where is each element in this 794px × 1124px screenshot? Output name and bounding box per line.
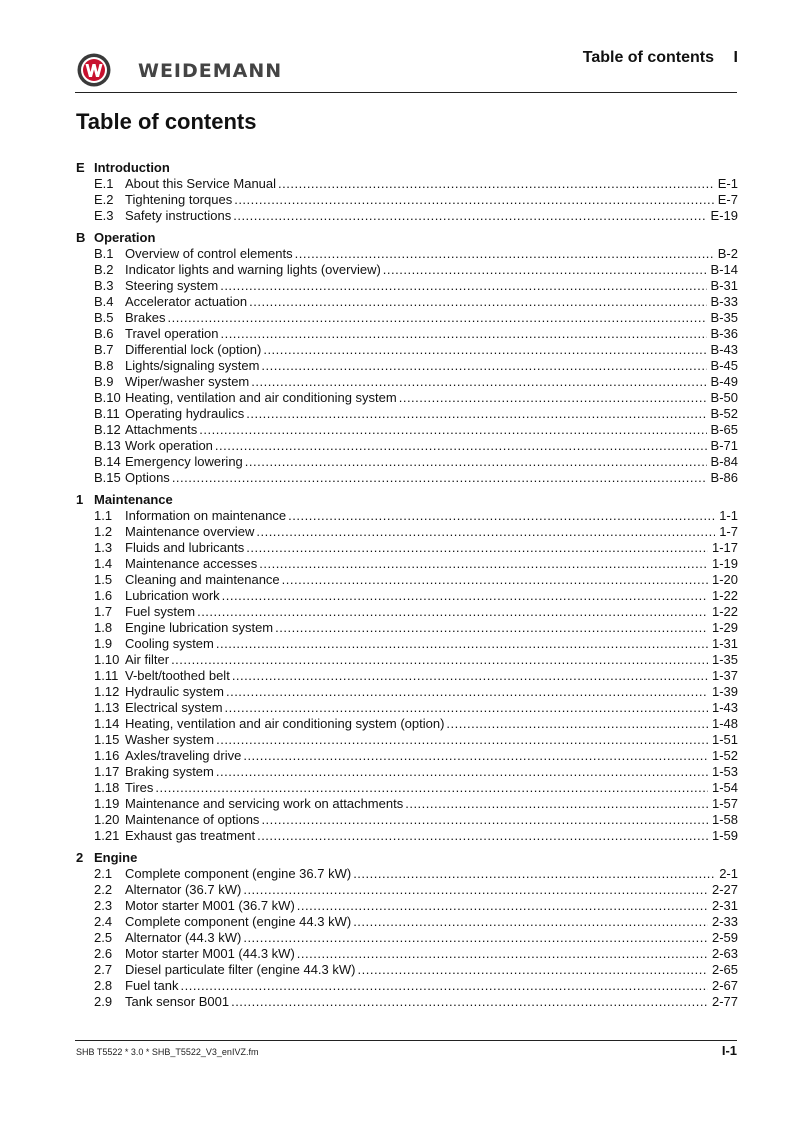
entry-title: Braking system	[125, 764, 214, 779]
entry-number: B.11	[94, 406, 120, 421]
dot-leader	[261, 358, 706, 374]
entry-title: V-belt/toothed belt	[125, 668, 230, 683]
entry-page-number: 1-22	[711, 604, 738, 619]
toc-entry[interactable]	[76, 962, 738, 978]
entry-title: Axles/traveling drive	[125, 748, 242, 763]
dot-leader	[172, 470, 707, 486]
toc-entry[interactable]	[76, 588, 738, 604]
entry-number: 1.7	[94, 604, 113, 619]
dot-leader	[261, 812, 708, 828]
entry-page-number: 2-77	[711, 994, 738, 1009]
dot-leader	[222, 588, 708, 604]
toc-entry[interactable]	[76, 438, 738, 454]
toc-entry[interactable]	[76, 556, 738, 572]
dot-leader	[399, 390, 707, 406]
toc-chapter-heading[interactable]	[76, 492, 738, 508]
entry-title: Fluids and lubricants	[125, 540, 245, 555]
dot-leader	[232, 668, 708, 684]
entry-number: 1.15	[94, 732, 120, 747]
toc-entry[interactable]	[76, 700, 738, 716]
entry-title: Tires	[125, 780, 154, 795]
toc-entry[interactable]	[76, 748, 738, 764]
toc-entry[interactable]	[76, 684, 738, 700]
dot-leader	[171, 652, 708, 668]
weidemann-logo	[76, 52, 283, 88]
toc-entry[interactable]	[76, 828, 738, 844]
toc-entry[interactable]	[76, 294, 738, 310]
entry-title: Maintenance accesses	[125, 556, 258, 571]
dot-leader	[233, 208, 706, 224]
toc-entry[interactable]	[76, 374, 738, 390]
entry-title: Maintenance and servicing work on attachments	[125, 796, 404, 811]
entry-page-number: 2-31	[711, 898, 738, 913]
entry-title: Safety instructions	[125, 208, 232, 223]
entry-title: Motor starter M001 (36.7 kW)	[125, 898, 295, 913]
toc-entry[interactable]	[76, 764, 738, 780]
toc-entry[interactable]	[76, 914, 738, 930]
dot-leader	[245, 454, 707, 470]
toc-entry[interactable]	[76, 636, 738, 652]
entry-number: B.6	[94, 326, 114, 341]
toc-entry[interactable]	[76, 192, 738, 208]
entry-page-number: 1-39	[711, 684, 738, 699]
dot-leader	[215, 438, 707, 454]
dot-leader	[278, 176, 714, 192]
entry-page-number: 2-65	[711, 962, 738, 977]
dot-leader	[226, 684, 708, 700]
entry-title: Tank sensor B001	[125, 994, 230, 1009]
entry-page-number: 1-19	[711, 556, 738, 571]
dot-leader	[288, 508, 715, 524]
entry-page-number: 2-63	[711, 946, 738, 961]
entry-number: 1.14	[94, 716, 120, 731]
entry-number: 1.19	[94, 796, 120, 811]
entry-title: Air filter	[125, 652, 170, 667]
entry-number: 1.5	[94, 572, 113, 587]
entry-page-number: 2-27	[711, 882, 738, 897]
entry-number: B.7	[94, 342, 114, 357]
entry-title: Heating, ventilation and air conditioning system	[125, 390, 397, 405]
entry-number: B.3	[94, 278, 114, 293]
entry-title: Attachments	[125, 422, 198, 437]
toc-chapter	[76, 492, 738, 844]
entry-number: 1.6	[94, 588, 113, 603]
dot-leader	[234, 192, 714, 208]
toc-entry[interactable]	[76, 246, 738, 262]
entry-page-number: 1-7	[719, 524, 738, 539]
toc-entry[interactable]	[76, 994, 738, 1010]
dot-leader	[220, 326, 706, 342]
entry-title: Options	[125, 470, 170, 485]
entry-page-number: B-86	[710, 470, 738, 485]
entry-title: Work operation	[125, 438, 213, 453]
toc-entry[interactable]	[76, 978, 738, 994]
toc-entry[interactable]	[76, 620, 738, 636]
entry-title: Tightening torques	[125, 192, 233, 207]
entry-number: 1.3	[94, 540, 113, 555]
toc-entry[interactable]	[76, 422, 738, 438]
entry-number: B.9	[94, 374, 114, 389]
entry-page-number: 1-20	[711, 572, 738, 587]
entry-title: Washer system	[125, 732, 215, 747]
entry-title: Alternator (36.7 kW)	[125, 882, 242, 897]
entry-page-number: 1-48	[711, 716, 738, 731]
toc-entry[interactable]	[76, 716, 738, 732]
entry-page-number: B-84	[710, 454, 738, 469]
entry-title: Complete component (engine 44.3 kW)	[125, 914, 352, 929]
toc-entry[interactable]	[76, 208, 738, 224]
entry-title: Operating hydraulics	[125, 406, 245, 421]
entry-page-number: B-43	[710, 342, 738, 357]
entry-number: 1.12	[94, 684, 120, 699]
dot-leader	[180, 978, 707, 994]
entry-number: E.3	[94, 208, 114, 223]
entry-number: B.15	[94, 470, 121, 485]
toc-entry[interactable]	[76, 898, 738, 914]
entry-page-number: B-65	[710, 422, 738, 437]
entry-title: Electrical system	[125, 700, 223, 715]
entry-page-number: B-36	[710, 326, 738, 341]
entry-title: Emergency lowering	[125, 454, 243, 469]
entry-number: B.10	[94, 390, 121, 405]
dot-leader	[353, 914, 708, 930]
entry-page-number: 1-43	[711, 700, 738, 715]
dot-leader	[263, 342, 706, 358]
header-section-number: I	[733, 49, 738, 66]
page-header	[0, 0, 794, 96]
dot-leader	[246, 540, 708, 556]
entry-number: B.4	[94, 294, 114, 309]
chapter-number: 1	[76, 492, 84, 507]
dot-leader	[358, 962, 708, 978]
toc-entry[interactable]	[76, 262, 738, 278]
chapter-number: B	[76, 230, 86, 245]
dot-leader	[282, 572, 708, 588]
dot-leader	[257, 828, 708, 844]
entry-number: B.5	[94, 310, 114, 325]
entry-page-number: B-52	[710, 406, 738, 421]
dot-leader	[259, 556, 708, 572]
entry-title: Accelerator actuation	[125, 294, 248, 309]
entry-number: 2.5	[94, 930, 113, 945]
entry-page-number: E-19	[710, 208, 738, 223]
dot-leader	[446, 716, 708, 732]
entry-page-number: 1-52	[711, 748, 738, 763]
toc-entry[interactable]	[76, 946, 738, 962]
entry-title: Alternator (44.3 kW)	[125, 930, 242, 945]
toc-entry[interactable]	[76, 882, 738, 898]
entry-title: Indicator lights and warning lights (overview)	[125, 262, 381, 277]
dot-leader	[297, 946, 708, 962]
entry-page-number: 1-59	[711, 828, 738, 843]
toc-entry[interactable]	[76, 508, 738, 524]
dot-leader	[295, 246, 714, 262]
toc-entry[interactable]	[76, 342, 738, 358]
toc-entry[interactable]	[76, 572, 738, 588]
entry-number: E.2	[94, 192, 114, 207]
entry-number: 1.18	[94, 780, 120, 795]
entry-title: Lights/signaling system	[125, 358, 260, 373]
entry-title: Engine lubrication system	[125, 620, 274, 635]
entry-page-number: 1-51	[711, 732, 738, 747]
entry-number: 2.1	[94, 866, 113, 881]
dot-leader	[243, 930, 708, 946]
entry-title: Maintenance of options	[125, 812, 260, 827]
entry-number: 1.21	[94, 828, 120, 843]
toc-entry[interactable]	[76, 780, 738, 796]
entry-number: B.1	[94, 246, 114, 261]
entry-page-number: 1-22	[711, 588, 738, 603]
footer-rule	[75, 1040, 737, 1041]
entry-title: Motor starter M001 (44.3 kW)	[125, 946, 295, 961]
toc-chapter	[76, 160, 738, 224]
dot-leader	[256, 524, 715, 540]
entry-page-number: 2-1	[719, 866, 738, 881]
entry-page-number: B-35	[710, 310, 738, 325]
entry-page-number: 1-58	[711, 812, 738, 827]
toc-entry[interactable]	[76, 866, 738, 882]
dot-leader	[155, 780, 708, 796]
footer-page-number: I-1	[721, 1043, 737, 1058]
toc-entry[interactable]	[76, 406, 738, 422]
entry-number: E.1	[94, 176, 114, 191]
dot-leader	[275, 620, 708, 636]
chapter-title: Introduction	[94, 160, 170, 175]
entry-page-number: 1-57	[711, 796, 738, 811]
header-title: Table of contents	[582, 49, 714, 66]
entry-number: 2.7	[94, 962, 113, 977]
dot-leader	[231, 994, 708, 1010]
chapter-title: Engine	[94, 850, 138, 865]
entry-page-number: B-14	[710, 262, 738, 277]
entry-number: 2.6	[94, 946, 113, 961]
entry-title: Hydraulic system	[125, 684, 224, 699]
entry-page-number: 1-54	[711, 780, 738, 795]
toc-entry[interactable]	[76, 930, 738, 946]
toc-entry[interactable]	[76, 652, 738, 668]
toc-entry[interactable]	[76, 176, 738, 192]
entry-title: About this Service Manual	[125, 176, 277, 191]
entry-number: 1.11	[94, 668, 119, 683]
dot-leader	[199, 422, 706, 438]
toc-entry[interactable]	[76, 454, 738, 470]
entry-title: Cleaning and maintenance	[125, 572, 280, 587]
dot-leader	[249, 294, 706, 310]
entry-page-number: E-7	[717, 192, 738, 207]
dot-leader	[251, 374, 706, 390]
toc-chapter-heading[interactable]	[76, 850, 738, 866]
dot-leader	[216, 764, 708, 780]
dot-leader	[216, 636, 708, 652]
entry-title: Complete component (engine 36.7 kW)	[125, 866, 352, 881]
entry-page-number: 2-33	[711, 914, 738, 929]
entry-page-number: 2-67	[711, 978, 738, 993]
entry-title: Steering system	[125, 278, 219, 293]
entry-title: Differential lock (option)	[125, 342, 262, 357]
header-rule	[75, 92, 737, 93]
toc-entry[interactable]	[76, 470, 738, 486]
entry-number: 1.20	[94, 812, 120, 827]
dot-leader	[405, 796, 708, 812]
entry-number: 1.16	[94, 748, 120, 763]
entry-title: Overview of control elements	[125, 246, 293, 261]
chapter-number: E	[76, 160, 85, 175]
dot-leader	[167, 310, 706, 326]
entry-title: Cooling system	[125, 636, 214, 651]
dot-leader	[353, 866, 715, 882]
entry-number: 2.2	[94, 882, 113, 897]
dot-leader	[220, 278, 706, 294]
entry-page-number: 2-59	[711, 930, 738, 945]
entry-number: 1.10	[94, 652, 120, 667]
dot-leader	[243, 748, 708, 764]
entry-title: Lubrication work	[125, 588, 220, 603]
entry-title: Fuel tank	[125, 978, 179, 993]
dot-leader	[197, 604, 708, 620]
entry-title: Maintenance overview	[125, 524, 255, 539]
entry-page-number: B-71	[710, 438, 738, 453]
toc-entry[interactable]	[76, 358, 738, 374]
dot-leader	[297, 898, 708, 914]
entry-page-number: 1-53	[711, 764, 738, 779]
entry-number: B.13	[94, 438, 121, 453]
brand-name: WEIDEMANN	[138, 60, 283, 82]
toc-entry[interactable]	[76, 524, 738, 540]
toc-entry[interactable]	[76, 540, 738, 556]
entry-number: B.8	[94, 358, 114, 373]
entry-number: 1.8	[94, 620, 113, 635]
toc-chapter-heading[interactable]	[76, 160, 738, 176]
entry-title: Information on maintenance	[125, 508, 287, 523]
entry-number: 1.4	[94, 556, 113, 571]
dot-leader	[246, 406, 706, 422]
entry-number: 1.17	[94, 764, 120, 779]
entry-title: Brakes	[125, 310, 166, 325]
toc-entry[interactable]	[76, 390, 738, 406]
entry-page-number: 1-17	[711, 540, 738, 555]
entry-page-number: B-45	[710, 358, 738, 373]
entry-page-number: B-33	[710, 294, 738, 309]
entry-number: 1.1	[94, 508, 113, 523]
chapter-number: 2	[76, 850, 84, 865]
toc-entry[interactable]	[76, 668, 738, 684]
entry-number: B.2	[94, 262, 114, 277]
toc-entry[interactable]	[76, 278, 738, 294]
dot-leader	[216, 732, 708, 748]
page-title: Table of contents	[76, 109, 257, 134]
entry-number: 2.9	[94, 994, 113, 1009]
entry-number: 1.2	[94, 524, 113, 539]
entry-title: Fuel system	[125, 604, 196, 619]
entry-page-number: 1-1	[719, 508, 738, 523]
entry-page-number: E-1	[717, 176, 738, 191]
footer-doc-reference: SHB T5522 * 3.0 * SHB_T5522_V3_enIVZ.fm	[76, 1047, 259, 1057]
entry-number: 2.3	[94, 898, 113, 913]
entry-page-number: 1-37	[711, 668, 738, 683]
dot-leader	[383, 262, 707, 278]
entry-number: 2.8	[94, 978, 113, 993]
dot-leader	[225, 700, 708, 716]
entry-page-number: B-2	[717, 246, 738, 261]
toc-entry[interactable]	[76, 796, 738, 812]
entry-title: Travel operation	[125, 326, 219, 341]
weidemann-logo-icon	[76, 52, 116, 88]
entry-title: Exhaust gas treatment	[125, 828, 256, 843]
entry-page-number: B-49	[710, 374, 738, 389]
entry-title: Diesel particulate filter (engine 44.3 kW)	[125, 962, 356, 977]
entry-page-number: 1-29	[711, 620, 738, 635]
entry-page-number: 1-31	[711, 636, 738, 651]
toc-entry[interactable]	[76, 812, 738, 828]
entry-page-number: 1-35	[711, 652, 738, 667]
entry-page-number: B-50	[710, 390, 738, 405]
entry-number: 2.4	[94, 914, 113, 929]
toc-entry[interactable]	[76, 604, 738, 620]
dot-leader	[243, 882, 708, 898]
toc-chapter	[76, 230, 738, 486]
entry-number: B.12	[94, 422, 121, 437]
table-of-contents	[76, 160, 738, 1016]
chapter-title: Operation	[94, 230, 156, 245]
toc-chapter-heading[interactable]	[76, 230, 738, 246]
toc-chapter	[76, 850, 738, 1010]
toc-entry[interactable]	[76, 732, 738, 748]
entry-page-number: B-31	[710, 278, 738, 293]
toc-entry[interactable]	[76, 310, 738, 326]
chapter-title: Maintenance	[94, 492, 173, 507]
entry-number: 1.9	[94, 636, 113, 651]
entry-title: Wiper/washer system	[125, 374, 250, 389]
entry-number: 1.13	[94, 700, 120, 715]
entry-number: B.14	[94, 454, 121, 469]
entry-title: Heating, ventilation and air conditioning system (option)	[125, 716, 445, 731]
toc-entry[interactable]	[76, 326, 738, 342]
